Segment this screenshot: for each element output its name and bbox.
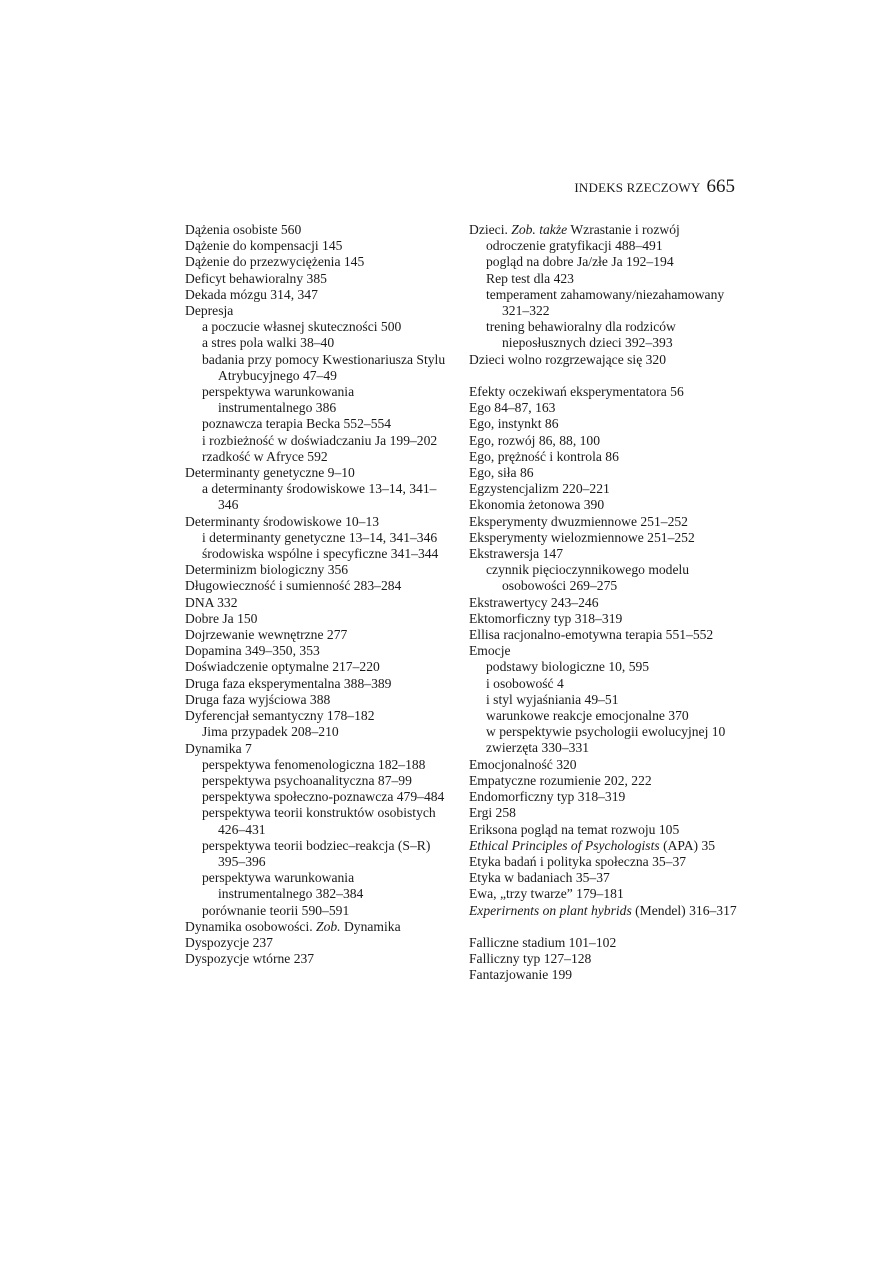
index-subentry: odroczenie gratyfikacji 488–491 xyxy=(486,238,663,254)
entry-text: Wzrastanie i rozwój xyxy=(567,222,680,237)
running-header xyxy=(545,176,735,198)
index-entry: Druga faza eksperymentalna 388–389 xyxy=(185,675,392,691)
index-entry: Ergi 258 xyxy=(469,805,516,821)
index-entry: Ewa, „trzy twarze” 179–181 xyxy=(469,886,624,902)
entry-text: Dynamika xyxy=(340,918,401,934)
index-subentry: warunkowe reakcje emocjonalne 370 xyxy=(486,708,689,724)
index-subentry: i rozbieżność w doświadczaniu Ja 199–202 xyxy=(202,432,438,448)
index-entry: Ego, siła 86 xyxy=(469,465,534,481)
index-entry: Ego, prężność i kontrola 86 xyxy=(469,448,619,464)
index-subentry: porównanie teorii 590–591 xyxy=(202,902,350,918)
index-entry xyxy=(185,919,450,935)
index-subentry: i styl wyjaśniania 49–51 xyxy=(486,691,619,707)
index-entry: Dążenia osobiste 560 xyxy=(185,222,302,237)
letter-group-gap xyxy=(469,919,739,935)
index-subentry: Jima przypadek 208–210 xyxy=(202,724,339,740)
entry-text: Dzieci. xyxy=(469,222,512,237)
index-entry: Ego, rozwój 86, 88, 100 xyxy=(469,432,601,448)
index-subentry: trening behawioralny dla rodziców nieposłusznych dzieci 392–393 xyxy=(486,319,676,351)
index-entry xyxy=(469,903,739,919)
entry-italic-text: Experirnents on plant hybrids xyxy=(469,902,632,918)
index-subentry: pogląd na dobre Ja/złe Ja 192–194 xyxy=(486,254,674,270)
index-entry: Dynamika 7 xyxy=(185,740,252,756)
index-entry: Ego, instynkt 86 xyxy=(469,416,559,432)
index-subentry: w perspektywie psychologii ewolucyjnej 10 xyxy=(486,724,726,740)
index-subentry: perspektywa teorii konstruktów osobistych 426–431 xyxy=(202,805,436,837)
index-entry: Dyspozycje wtórne 237 xyxy=(185,951,315,967)
index-entry: Dążenie do kompensacji 145 xyxy=(185,238,343,254)
index-subentry: perspektywa fenomenologiczna 182–188 xyxy=(202,756,426,772)
index-subentry: Rep test dla 423 xyxy=(486,270,574,286)
entry-text: Dynamika osobowości. xyxy=(185,918,317,934)
index-entry: Deficyt behawioralny 385 xyxy=(185,270,327,286)
index-subentry: i osobowość 4 xyxy=(486,675,564,691)
index-entry: Dopamina 349–350, 353 xyxy=(185,643,320,659)
index-subentry: czynnik pięcioczynnikowego modelu osobowości 269–275 xyxy=(486,562,690,594)
index-entry: Dojrzewanie wewnętrzne 277 xyxy=(185,627,348,643)
index-entry: Eriksona pogląd na temat rozwoju 105 xyxy=(469,821,680,837)
index-subentry: i determinanty genetyczne 13–14, 341–346 xyxy=(202,529,438,545)
index-column-right xyxy=(469,222,739,984)
index-entry: Efekty oczekiwań eksperymentatora 56 xyxy=(469,384,684,400)
index-entry: Egzystencjalizm 220–221 xyxy=(469,481,610,497)
entry-italic-text: Zob. xyxy=(316,918,341,934)
index-entry: DNA 332 xyxy=(185,594,238,610)
index-subentry: perspektywa teorii bodziec–reakcja (S–R) 395–396 xyxy=(202,837,431,869)
index-entry: Dążenie do przezwyciężenia 145 xyxy=(185,254,365,270)
index-entry: Ekonomia żetonowa 390 xyxy=(469,497,605,513)
index-entry: Ego 84–87, 163 xyxy=(469,400,556,416)
entry-italic-text: Zob. także xyxy=(511,222,568,237)
index-column-left xyxy=(185,222,450,967)
index-entry: Doświadczenie optymalne 217–220 xyxy=(185,659,380,675)
index-entry: Depresja xyxy=(185,303,234,319)
index-entry xyxy=(469,838,739,854)
index-entry: Ellisa racjonalno-emotywna terapia 551–552 xyxy=(469,627,714,643)
index-entry: Eksperymenty dwuzmiennowe 251–252 xyxy=(469,513,688,529)
index-entry: Determinizm biologiczny 356 xyxy=(185,562,349,578)
index-subentry: poznawcza terapia Becka 552–554 xyxy=(202,416,392,432)
index-entry: Druga faza wyjściowa 388 xyxy=(185,691,331,707)
index-entry: Etyka w badaniach 35–37 xyxy=(469,870,610,886)
index-subentry: środowiska wspólne i specyficzne 341–344 xyxy=(202,546,439,562)
index-entry: Dyspozycje 237 xyxy=(185,934,273,950)
index-entry: Determinanty środowiskowe 10–13 xyxy=(185,513,380,529)
letter-group-gap xyxy=(469,368,739,384)
index-subentry: podstawy biologiczne 10, 595 xyxy=(486,659,650,675)
index-subentry: a stres pola walki 38–40 xyxy=(202,335,335,351)
index-entry: Endomorficzny typ 318–319 xyxy=(469,789,626,805)
index-subentry: a determinanty środowiskowe 13–14, 341–346 xyxy=(202,481,437,513)
index-subentry: a poczucie własnej skuteczności 500 xyxy=(202,319,402,335)
index-entry: Ekstrawertycy 243–246 xyxy=(469,594,599,610)
index-entry xyxy=(469,222,739,238)
index-subentry: perspektywa psychoanalityczna 87–99 xyxy=(202,772,412,788)
index-subentry: perspektywa społeczno-poznawcza 479–484 xyxy=(202,789,445,805)
index-subentry: perspektywa warunkowania instrumentalnego 382–384 xyxy=(202,870,364,902)
page-number: 665 xyxy=(706,176,735,197)
index-entry: Eksperymenty wielozmiennowe 251–252 xyxy=(469,529,695,545)
index-entry: Falliczne stadium 101–102 xyxy=(469,934,617,950)
index-entry: Dzieci wolno rozgrzewające się 320 xyxy=(469,351,667,367)
index-entry: Ektomorficzny typ 318–319 xyxy=(469,610,623,626)
index-entry: Etyka badań i polityka społeczna 35–37 xyxy=(469,853,687,869)
entry-text: (Mendel) 316–317 xyxy=(631,902,737,918)
index-subentry: zwierzęta 330–331 xyxy=(486,740,590,756)
index-subentry: temperament zahamowany/niezahamowany 321–322 xyxy=(486,286,725,319)
entry-text: (APA) 35 xyxy=(659,837,716,853)
index-entry: Dobre Ja 150 xyxy=(185,610,258,626)
index-entry: Emocjonalność 320 xyxy=(469,756,577,772)
index-entry: Ekstrawersja 147 xyxy=(469,546,563,562)
index-entry: Fantazjowanie 199 xyxy=(469,967,573,983)
index-subentry: badania przy pomocy Kwestionariusza Stylu Atrybucyjnego 47–49 xyxy=(202,351,446,383)
header-title: INDEKS RZECZOWY xyxy=(574,180,701,195)
index-subentry: perspektywa warunkowania instrumentalnego 386 xyxy=(202,384,355,416)
index-entry: Dekada mózgu 314, 347 xyxy=(185,286,318,302)
index-entry: Długowieczność i sumienność 283–284 xyxy=(185,578,402,594)
index-entry: Falliczny typ 127–128 xyxy=(469,951,592,967)
entry-italic-text: Ethical Principles of Psychologists xyxy=(469,837,660,853)
index-entry: Emocje xyxy=(469,643,511,659)
index-subentry: rzadkość w Afryce 592 xyxy=(202,448,328,464)
index-entry: Determinanty genetyczne 9–10 xyxy=(185,465,355,481)
index-entry: Dyferencjał semantyczny 178–182 xyxy=(185,708,375,724)
index-entry: Empatyczne rozumienie 202, 222 xyxy=(469,772,652,788)
